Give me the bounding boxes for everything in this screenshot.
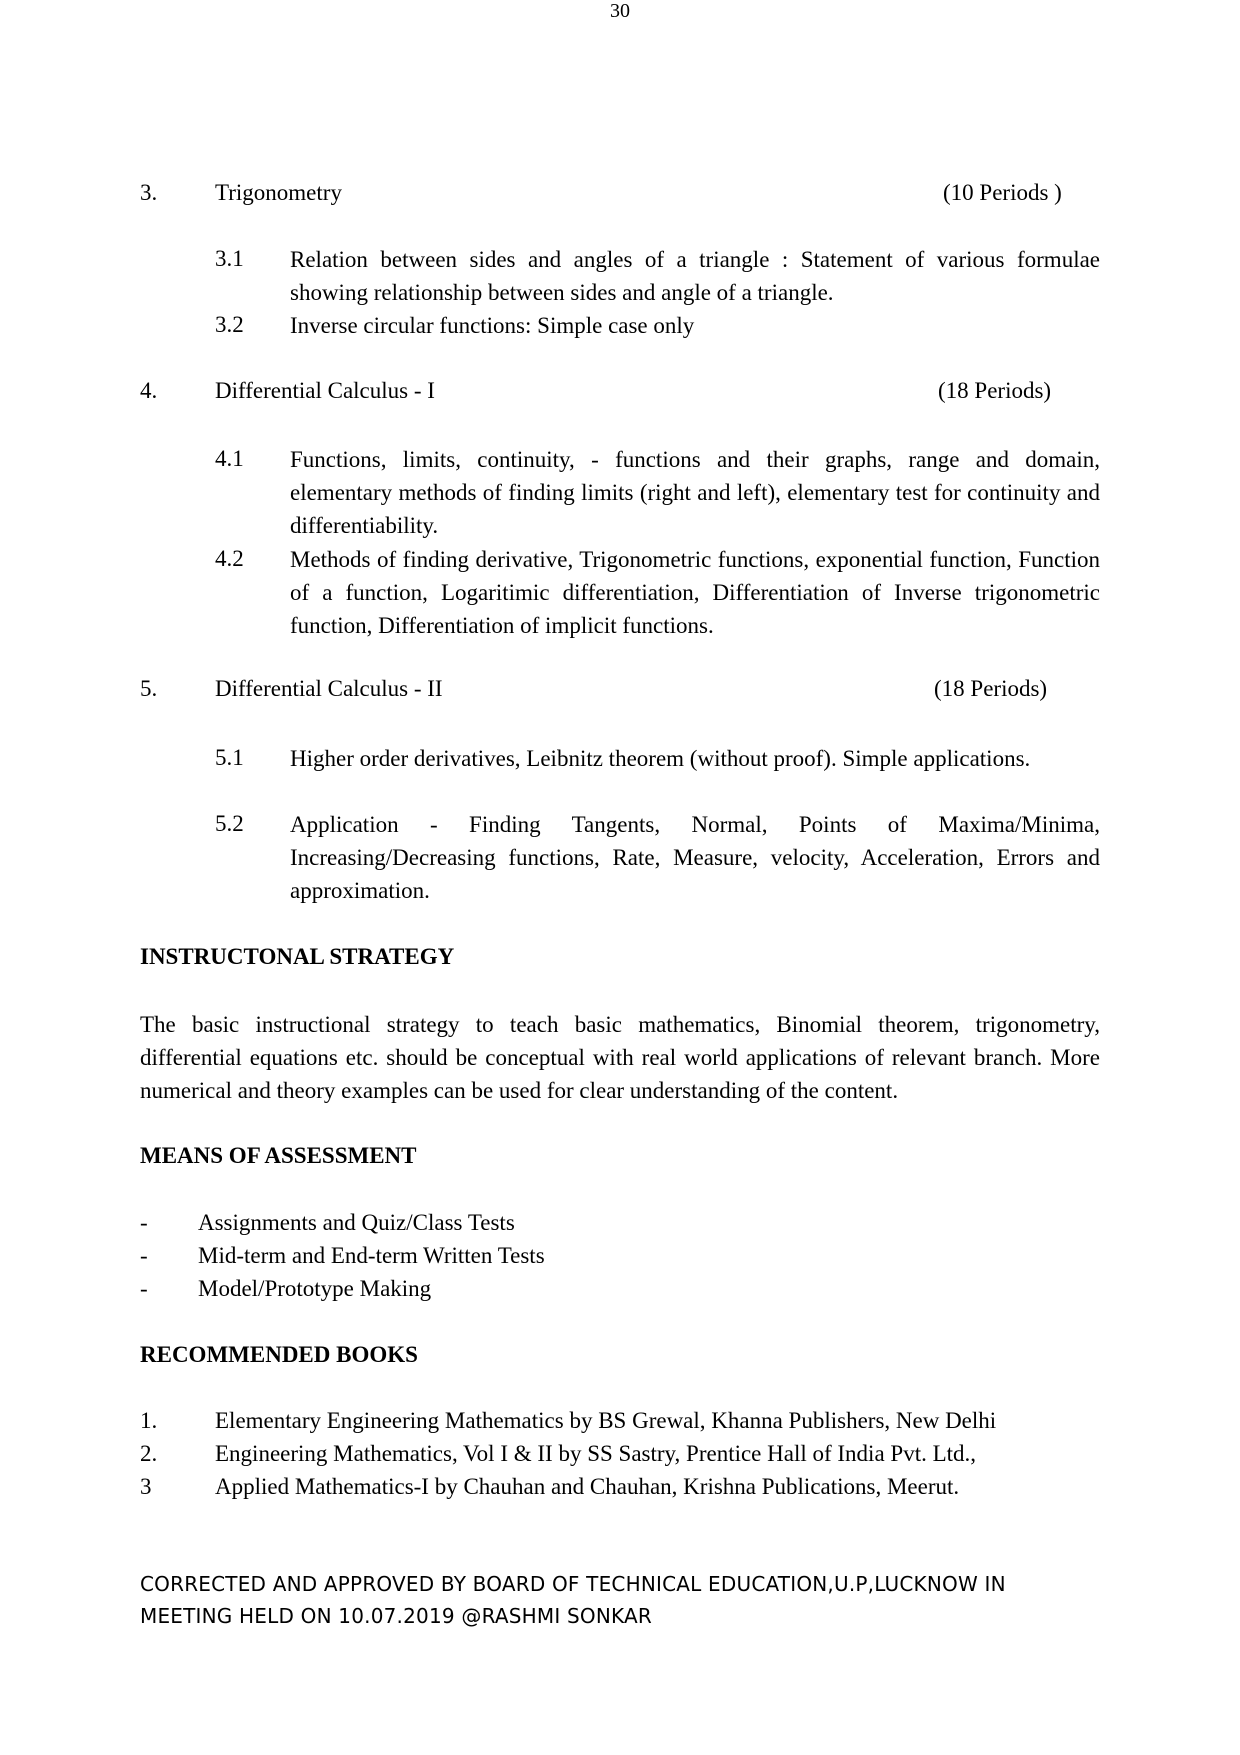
subtopic-number: 5.2 — [215, 811, 244, 836]
subtopic-text: Inverse circular functions: Simple case only — [290, 313, 695, 338]
section-heading: INSTRUCTONAL STRATEGY — [140, 944, 455, 969]
subtopic-text: Higher order derivatives, Leibnitz theorem (without proof). Simple applications. — [290, 746, 1031, 771]
bullet-dash: - — [140, 1243, 148, 1268]
unit-number: 3. — [140, 180, 158, 205]
unit-title: Differential Calculus - I — [215, 378, 435, 403]
assessment-item: Assignments and Quiz/Class Tests — [198, 1210, 515, 1235]
subtopic-number: 4.1 — [215, 446, 244, 471]
subtopic-text: Relation between sides and angles of a triangle : Statement of various formulae showing relationship between sides and angle of a triangle. — [290, 247, 1100, 305]
book-item: Engineering Mathematics, Vol I & II by SS Sastry, Prentice Hall of India Pvt. Ltd., — [215, 1441, 977, 1466]
unit-number: 4. — [140, 378, 158, 403]
unit-periods: (18 Periods) — [934, 676, 1048, 701]
subtopic-text: Methods of finding derivative, Trigonometric functions, exponential function, Function of a function, Logaritimic differentiation, Differentiation of Inverse trigonometric function, Differentiation of implicit functions. — [290, 547, 1100, 638]
unit-title: Trigonometry — [215, 180, 342, 205]
unit-periods: (18 Periods) — [938, 378, 1052, 403]
subtopic-text: Functions, limits, continuity, - functions and their graphs, range and domain, elementary methods of finding limits (right and left), elementary test for continuity and differentiability. — [290, 447, 1100, 538]
subtopic-number: 4.2 — [215, 546, 244, 571]
approval-footer: CORRECTED AND APPROVED BY BOARD OF TECHNICAL EDUCATION,U.P,LUCKNOW IN MEETING HELD ON 10.07.2019 @RASHMI SONKAR — [140, 1572, 1006, 1628]
book-item: Applied Mathematics-I by Chauhan and Chauhan, Krishna Publications, Meerut. — [215, 1474, 960, 1499]
bullet-dash: - — [140, 1210, 148, 1235]
unit-title: Differential Calculus - II — [215, 676, 443, 701]
assessment-item: Model/Prototype Making — [198, 1276, 432, 1301]
book-number: 3 — [140, 1474, 152, 1499]
unit-number: 5. — [140, 676, 158, 701]
unit-periods: (10 Periods ) — [943, 180, 1062, 205]
book-item: Elementary Engineering Mathematics by BS Grewal, Khanna Publishers, New Delhi — [215, 1408, 997, 1433]
strategy-paragraph: The basic instructional strategy to teach basic mathematics, Binomial theorem, trigonometry, differential equations etc. should be conceptual with real world applications of relevant branch. More numerical and theory examples can be used for clear understanding of the content. — [140, 1012, 1100, 1103]
subtopic-text: Application - Finding Tangents, Normal, Points of Maxima/Minima, Increasing/Decreasing functions, Rate, Measure, velocity, Acceleration, Errors and approximation. — [290, 812, 1100, 903]
assessment-item: Mid-term and End-term Written Tests — [198, 1243, 545, 1268]
subtopic-number: 3.1 — [215, 246, 244, 271]
section-heading: MEANS OF ASSESSMENT — [140, 1143, 417, 1168]
subtopic-number: 3.2 — [215, 312, 244, 337]
page-number: 30 — [610, 0, 630, 22]
bullet-dash: - — [140, 1276, 148, 1301]
book-number: 1. — [140, 1408, 158, 1433]
book-number: 2. — [140, 1441, 158, 1466]
subtopic-number: 5.1 — [215, 745, 244, 770]
section-heading: RECOMMENDED BOOKS — [140, 1342, 418, 1367]
